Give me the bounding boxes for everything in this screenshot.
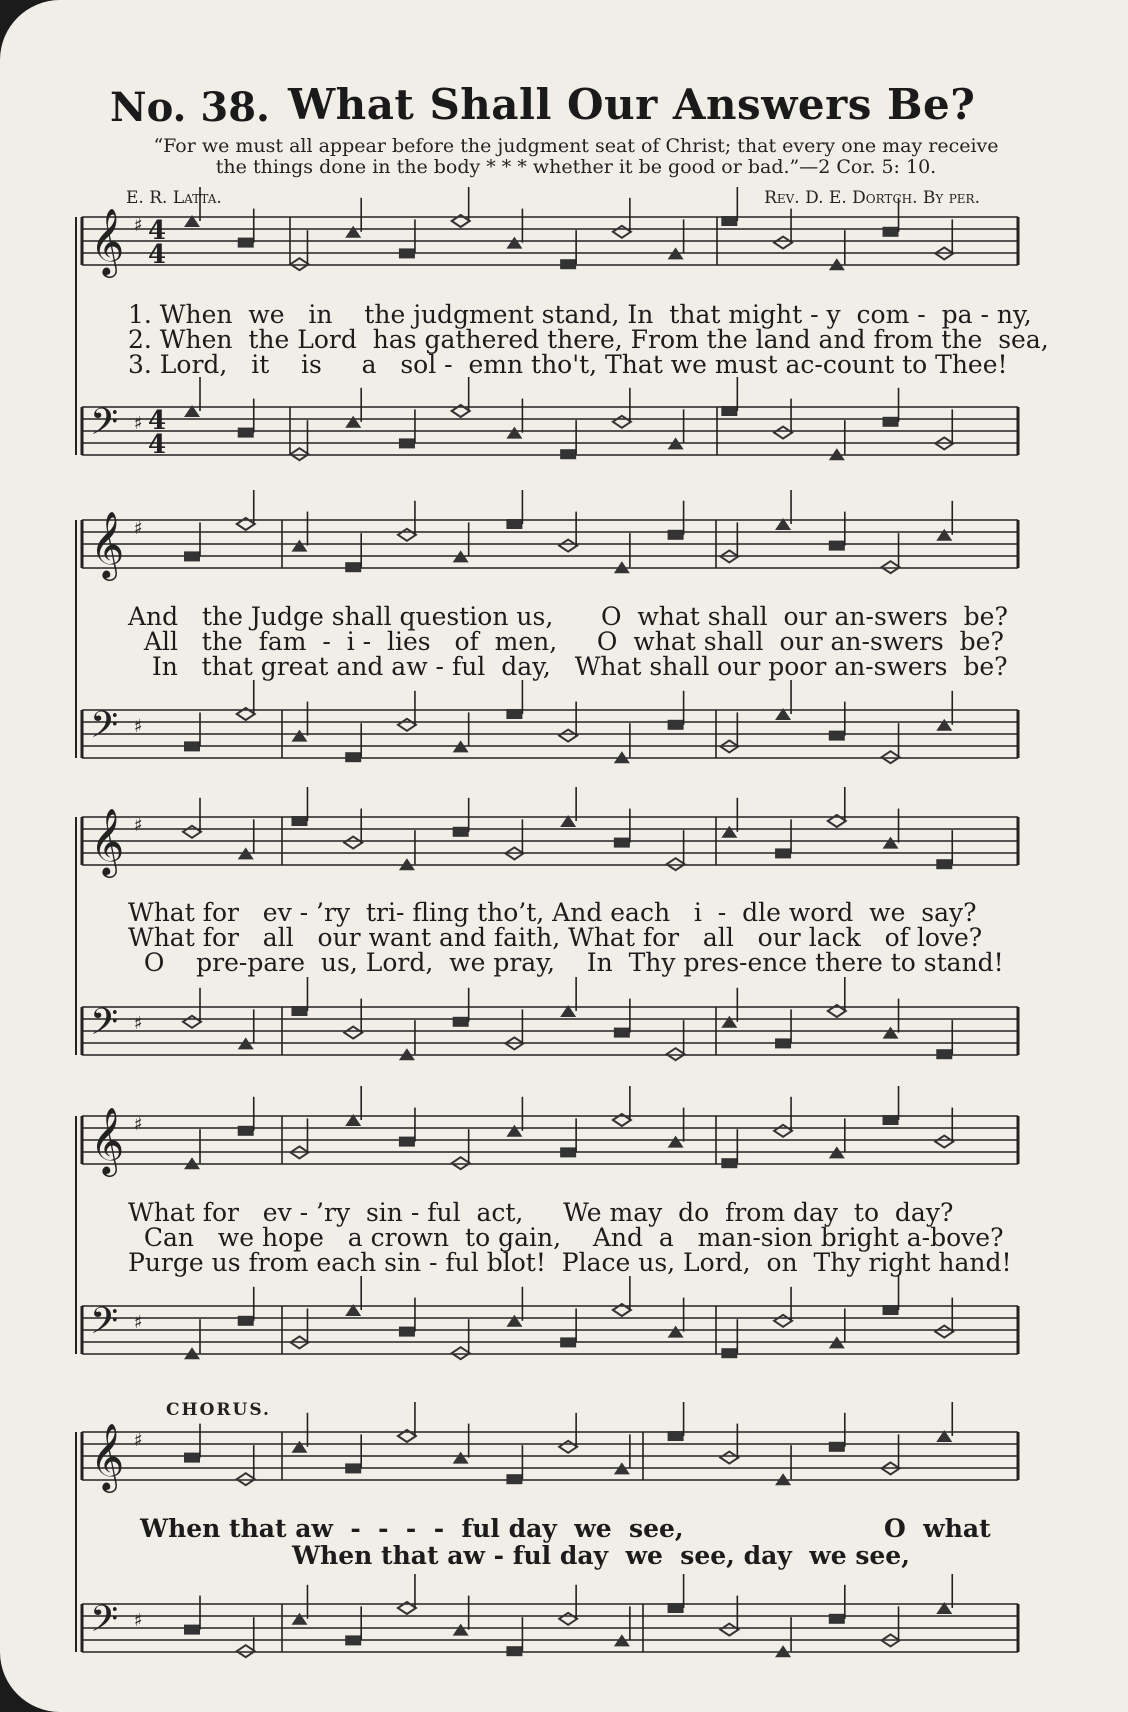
system2-verse3: In that great and aw - ful day, What shall our poor an-swers be? bbox=[128, 652, 1008, 681]
chorus-line-1: When that aw - - - - ful day we see, bbox=[140, 1514, 684, 1543]
treble-clef-icon: 𝄞 bbox=[90, 510, 125, 578]
system4-verse3: Purge us from each sin - ful blot! Place us, Lord, on Thy right hand! bbox=[128, 1248, 1012, 1277]
bass-clef-icon: 𝄢 bbox=[90, 1300, 119, 1351]
sharp-icon: ♯ bbox=[134, 1312, 143, 1333]
hymn-number: No. 38. bbox=[110, 84, 270, 131]
bass-clef-icon: 𝄢 bbox=[90, 704, 119, 755]
sharp-icon: ♯ bbox=[134, 1430, 143, 1451]
system1-verse1: 1. When we in the judgment stand, In that might - y com - pa - ny, bbox=[128, 300, 1032, 329]
chorus-label: CHORUS. bbox=[166, 1400, 271, 1420]
sharp-icon: ♯ bbox=[134, 413, 143, 434]
epigraph-line-1: “For we must all appear before the judgment seat of Christ; that every one may receive bbox=[153, 135, 999, 157]
system4-verse1: What for ev - ’ry sin - ful act, We may do from day to day? bbox=[128, 1198, 954, 1227]
treble-clef-icon: 𝄞 bbox=[90, 1106, 125, 1174]
bass-clef-icon: 𝄢 bbox=[90, 1598, 119, 1649]
hymn-title: What Shall Our Answers Be? bbox=[288, 80, 976, 129]
system3-verse3: O pre-pare us, Lord, we pray, In Thy pres-ence there to stand! bbox=[128, 948, 1004, 977]
composer-credit: E. R. Latta. bbox=[126, 188, 222, 208]
treble-clef-icon: 𝄞 bbox=[90, 807, 125, 875]
system4-verse2: Can we hope a crown to gain, And a man-sion bright a-bove? bbox=[128, 1223, 1004, 1252]
treble-clef-icon: 𝄞 bbox=[90, 1422, 125, 1490]
system2-verse1: And the Judge shall question us, O what shall our an-swers be? bbox=[128, 602, 1008, 631]
bass-clef-icon: 𝄢 bbox=[90, 401, 119, 452]
system3-verse2: What for all our want and faith, What for all our lack of love? bbox=[128, 923, 983, 952]
author-credit: Rev. D. E. Dortch. By per. bbox=[764, 188, 980, 208]
bass-time-signature-bottom: 4 bbox=[148, 430, 167, 460]
sharp-icon: ♯ bbox=[134, 815, 143, 836]
sharp-icon: ♯ bbox=[134, 518, 143, 539]
sharp-icon: ♯ bbox=[134, 215, 143, 236]
system1-verse3: 3. Lord, it is a sol - emn tho't, That we must ac-count to Thee! bbox=[128, 350, 1008, 379]
treble-time-signature-top: 4 bbox=[148, 216, 167, 246]
sharp-icon: ♯ bbox=[134, 716, 143, 737]
treble-time-signature-bottom: 4 bbox=[148, 240, 167, 270]
chorus-line-2: When that aw - ful day we see, day we see, bbox=[292, 1541, 910, 1570]
sharp-icon: ♯ bbox=[134, 1114, 143, 1135]
system1-verse2: 2. When the Lord has gathered there, From the land and from the sea, bbox=[128, 325, 1049, 354]
system3-verse1: What for ev - ’ry tri- fling tho’t, And each i - dle word we say? bbox=[128, 898, 977, 927]
sharp-icon: ♯ bbox=[134, 1610, 143, 1631]
epigraph-line-2: the things done in the body * * * whether it be good or bad.”—2 Cor. 5: 10. bbox=[215, 156, 937, 178]
sharp-icon: ♯ bbox=[134, 1013, 143, 1034]
system2-verse2: All the fam - i - lies of men, O what shall our an-swers be? bbox=[128, 627, 1004, 656]
chorus-line-1-end: O what bbox=[884, 1514, 991, 1543]
bass-time-signature-top: 4 bbox=[148, 406, 167, 436]
treble-clef-icon: 𝄞 bbox=[90, 207, 125, 275]
bass-clef-icon: 𝄢 bbox=[90, 1001, 119, 1052]
